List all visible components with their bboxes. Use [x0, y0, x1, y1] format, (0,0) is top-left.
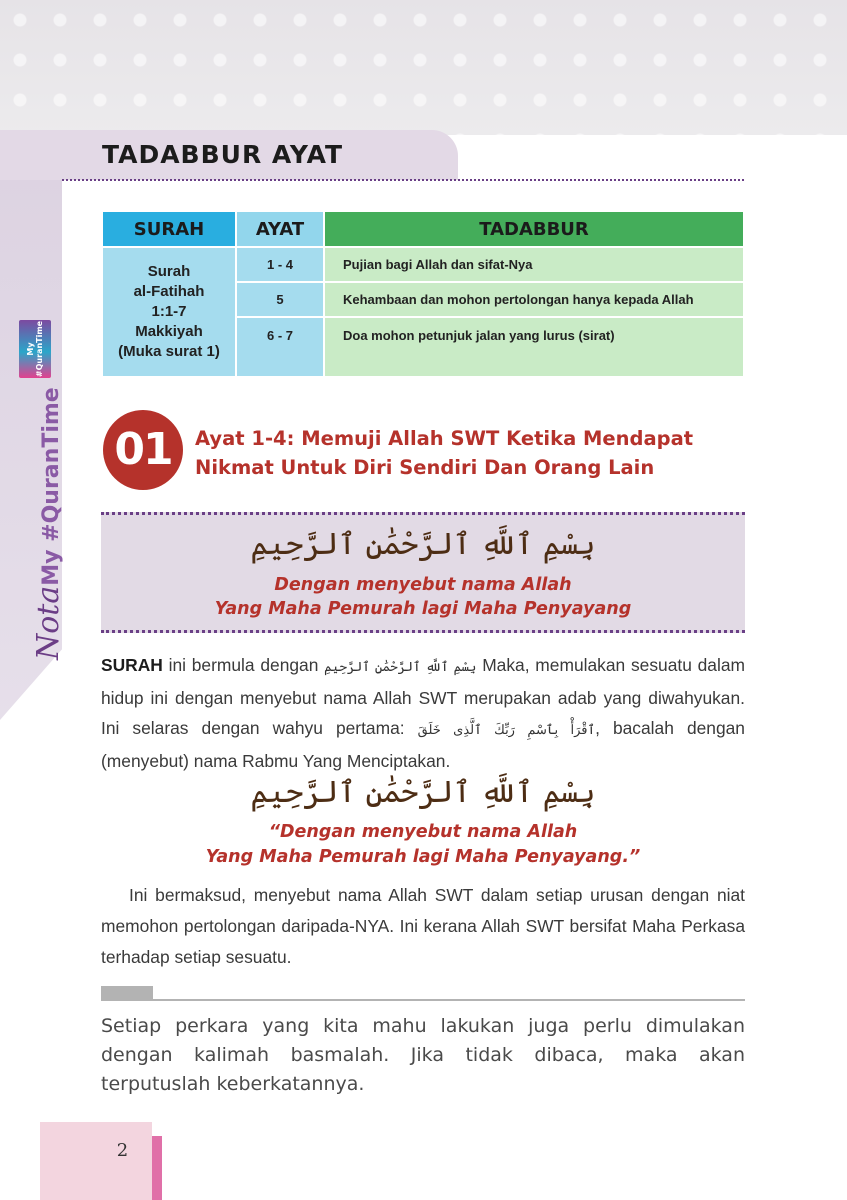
summary-text: Setiap perkara yang kita mahu lakukan juga perlu dimulakan dengan kalimah basmalah. Jika tidak dibaca, maka akan terputuslah keberkatannya. [101, 1015, 745, 1095]
brand-logo [3, 300, 66, 680]
basmalah-arabic-2: بِسْمِ ٱللَّهِ ٱلرَّحْمَٰنِ ٱلرَّحِيمِ [250, 775, 596, 810]
inline-arabic-iqra: ٱقْرَأْ بِٱسْمِ رَبِّكَ ٱلَّذِى خَلَقَ [417, 723, 596, 738]
table-header-row [103, 212, 743, 246]
verse-box [101, 512, 745, 633]
tadabbur-cell: Kehambaan dan mohon pertolongan hanya kepada Allah [325, 283, 743, 316]
page-number: 2 [116, 1140, 129, 1161]
column-header-ayat: AYAT [237, 212, 323, 246]
surah-line: Surah [147, 263, 191, 280]
basmalah-arabic: بِسْمِ ٱللَّهِ ٱلرَّحْمَٰنِ ٱلرَّحِيمِ [250, 527, 596, 562]
quote-translation [101, 820, 745, 870]
verse-translation-line1: Dengan menyebut nama Allah [274, 575, 572, 595]
section-heading [195, 424, 735, 482]
ayat-cell: 1 - 4 [237, 248, 323, 281]
section-heading-line2: Nikmat Untuk Diri Sendiri Dan Orang Lain [195, 456, 655, 479]
section-number-badge: 01 [103, 410, 183, 490]
paragraph-text: Maka, memulakan sesuatu dalam hidup ini dengan menyebut nama Allah SWT merupakan adab yang diwahyukan. Ini selaras dengan wahyu pertama: [101, 655, 745, 738]
table-row [103, 248, 743, 281]
inline-arabic-basmalah: بِسْمِ ٱللَّهِ ٱلرَّحْمَٰنِ ٱلرَّحِيمِ [324, 660, 477, 675]
verse-translation [101, 573, 745, 621]
tadabbur-table [101, 210, 745, 378]
header-pattern [0, 0, 847, 135]
ayat-cell: 6 - 7 [237, 318, 323, 376]
tadabbur-cell: Pujian bagi Allah dan sifat-Nya [325, 248, 743, 281]
brand-tag-line2: #QuranTime [35, 320, 44, 378]
column-header-tadabbur: TADABBUR [325, 212, 743, 246]
page-number-box [40, 1122, 152, 1200]
surah-cell [103, 248, 235, 376]
verse-translation-line2: Yang Maha Pemurah lagi Maha Penyayang [214, 599, 632, 619]
brand-nota: Nota [31, 585, 66, 660]
divider-bar [101, 986, 153, 1001]
tadabbur-cell: Doa mohon petunjuk jalan yang lurus (sirat) [325, 318, 743, 376]
surah-line: 1:1-7 [151, 303, 187, 320]
surah-line: (Muka surat 1) [118, 343, 220, 360]
brand-tag-line1: My [26, 342, 35, 356]
section-heading-line1: Ayat 1-4: Memuji Allah SWT Ketika Mendapat [195, 427, 694, 450]
surah-line: Makkiyah [135, 323, 203, 340]
surah-line: al-Fatihah [133, 283, 205, 300]
quote-line1: “Dengan menyebut nama Allah [268, 822, 578, 842]
ayat-cell: 5 [237, 283, 323, 316]
paragraph-text: , bacalah dengan (menyebut) nama Rabmu Yang Menciptakan. [101, 718, 745, 771]
body-paragraph-2: Ini bermaksud, menyebut nama Allah SWT dalam setiap urusan dengan niat memohon pertolongan daripada-NYA. Ini kerana Allah SWT bersifat Maha Perkasa terhadap setiap sesuatu. [101, 885, 745, 967]
column-header-surah: SURAH [103, 212, 235, 246]
title-divider [62, 179, 744, 181]
body-paragraph-1 [101, 650, 745, 776]
quote-line2: Yang Maha Pemurah lagi Maha Penyayang.” [205, 847, 641, 867]
brand-vertical-text [31, 387, 66, 660]
paragraph-lead: SURAH [101, 655, 163, 675]
paragraph-text: ini bermula dengan [162, 655, 325, 675]
divider-line [153, 999, 745, 1001]
brand-tag [19, 320, 51, 378]
page-title: TADABBUR AYAT [102, 140, 344, 169]
brand-name: My #QuranTime [39, 387, 64, 586]
